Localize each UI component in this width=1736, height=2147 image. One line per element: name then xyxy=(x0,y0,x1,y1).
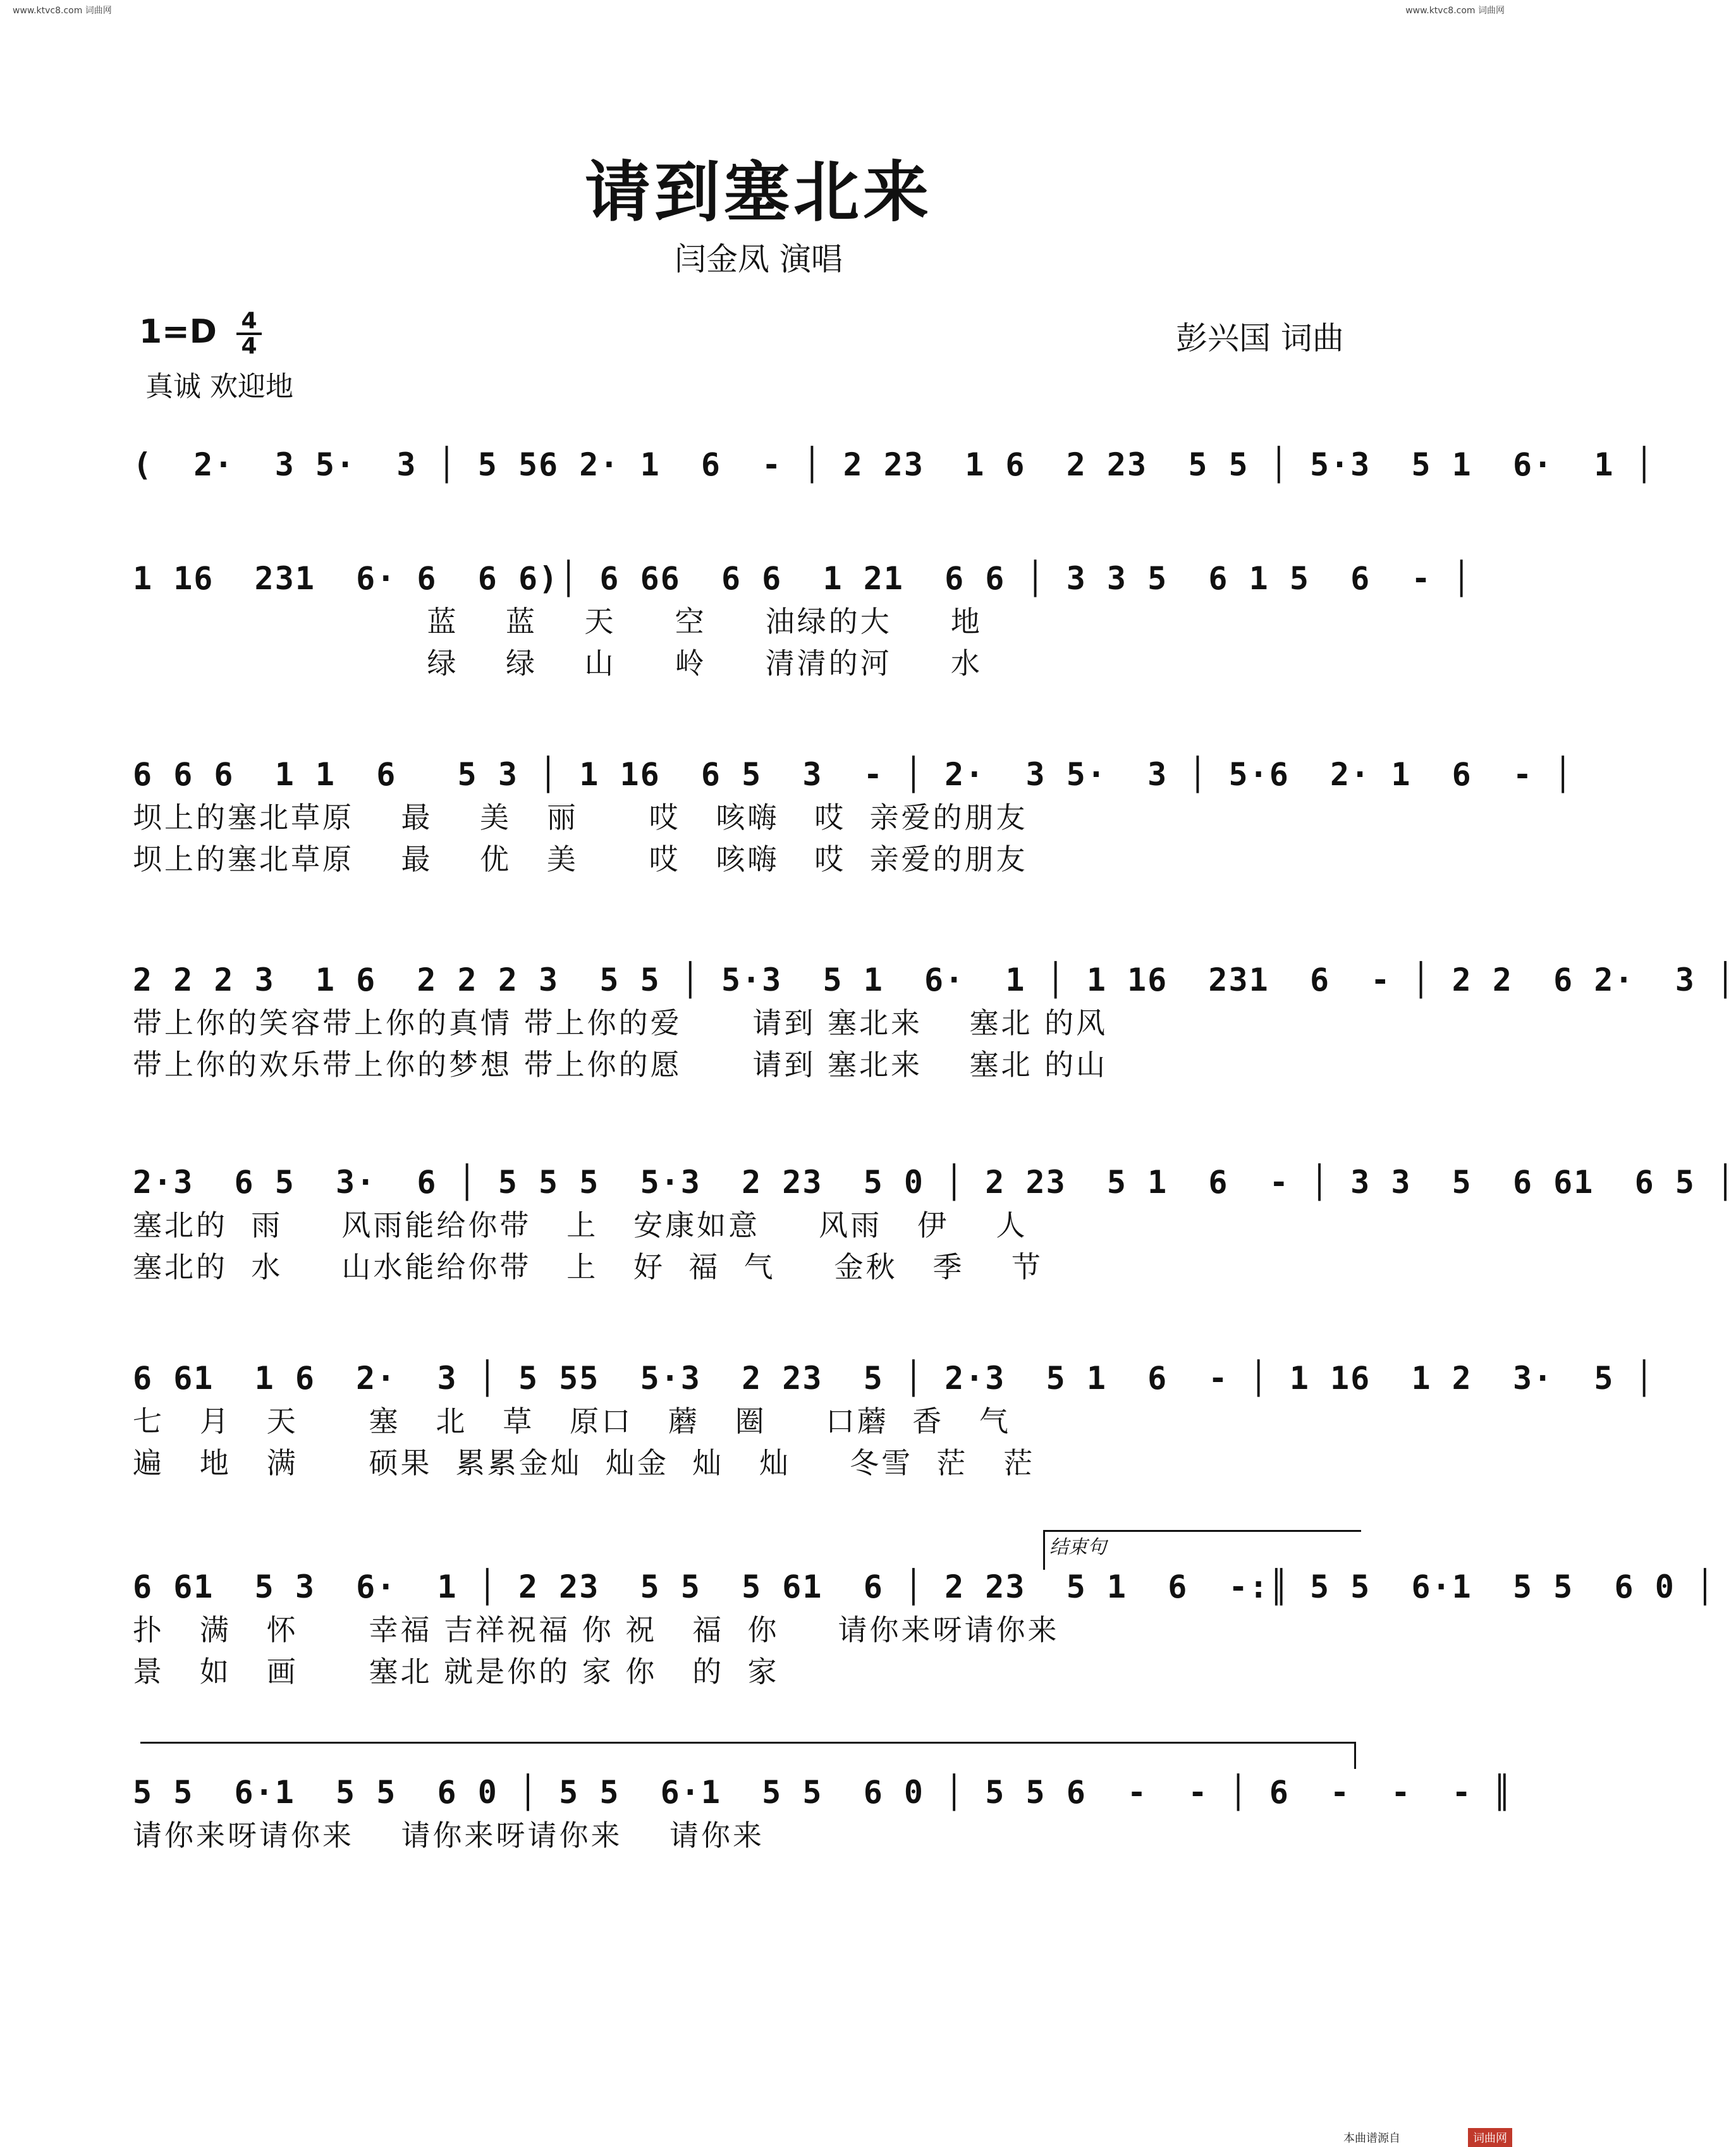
performer: 闫金凤 演唱 xyxy=(675,241,843,278)
lyric-verse-1: 扑 满 怀 幸福 吉祥祝福 你 祝 福 你 请你来呀请你来 xyxy=(133,1613,1060,1647)
score-system-3 xyxy=(133,752,1574,880)
song-title: 请到塞北来 xyxy=(584,153,932,231)
lyric-verse-1: 请你来呀请你来 请你来呀请你来 请你来 xyxy=(133,1818,764,1852)
score-system-6 xyxy=(133,1356,1655,1484)
lyric-verse-1: 坝上的塞北草原 最 美 丽 哎 咳嗨 哎 亲爱的朋友 xyxy=(133,800,1028,835)
score-system-4 xyxy=(133,958,1736,1086)
watermark-top-right: www.ktvc8.com 词曲网 xyxy=(1405,6,1505,16)
ending-label: 结束句 xyxy=(1049,1536,1106,1558)
lyric-verse-2: 塞北的 水 山水能给你带 上 好 福 气 金秋 季 节 xyxy=(133,1250,1044,1284)
lyric-verse-1: 七 月 天 塞 北 草 原口 蘑 圈 口蘑 香 气 xyxy=(133,1404,1012,1438)
notes-line: 6 61 5 3 6· 1 │ 2 23 5 5 5 61 6 │ 2 23 5 1 6 -:║ 5 5 6·1 5 5 6 0 │ xyxy=(133,1569,1716,1605)
notes-line: 5 5 6·1 5 5 6 0 │ 5 5 6·1 5 5 6 0 │ 5 5 6 - - │ 6 - - - ║ xyxy=(133,1774,1513,1811)
lyric-verse-1: 塞北的 雨 风雨能给你带 上 安康如意 风雨 伊 人 xyxy=(133,1208,1028,1242)
tempo-marking: 真诚 欢迎地 xyxy=(145,370,293,403)
footer-logo: 词曲网 xyxy=(1468,2128,1512,2147)
score-system-1 xyxy=(133,443,1655,487)
lyric-verse-2: 绿 绿 山 岭 清清的河 水 xyxy=(133,646,982,680)
footer-source: 本曲谱源自 xyxy=(1343,2132,1400,2145)
key-signature: 1=D xyxy=(139,313,217,351)
notes-line: ( 2· 3 5· 3 │ 5 56 2· 1 6 - │ 2 23 1 6 2 23 5 5 │ 5·3 5 1 6· 1 │ xyxy=(133,446,1655,483)
lyric-verse-1: 蓝 蓝 天 空 油绿的大 地 xyxy=(133,604,982,639)
lyric-verse-2: 坝上的塞北草原 最 优 美 哎 咳嗨 哎 亲爱的朋友 xyxy=(133,842,1028,876)
composer-credit: 彭兴国 词曲 xyxy=(1176,320,1344,357)
ending-bracket-continued xyxy=(140,1742,1356,1769)
lyric-verse-1: 带上你的笑容带上你的真情 带上你的爱 请到 塞北来 塞北 的风 xyxy=(133,1006,1108,1040)
score-system-2 xyxy=(133,556,1472,684)
watermark-top-left: www.ktvc8.com 词曲网 xyxy=(13,6,112,16)
lyric-verse-2: 带上你的欢乐带上你的梦想 带上你的愿 请到 塞北来 塞北 的山 xyxy=(133,1048,1108,1082)
time-signature xyxy=(236,310,262,358)
notes-line: 6 6 6 1 1 6 5 3 │ 1 16 6 5 3 - │ 2· 3 5· 3 │ 5·6 2· 1 6 - │ xyxy=(133,756,1574,793)
notes-line: 6 61 1 6 2· 3 │ 5 55 5·3 2 23 5 │ 2·3 5 1 6 - │ 1 16 1 2 3· 5 │ xyxy=(133,1360,1655,1397)
notes-line: 1 16 231 6· 6 6 6)│ 6 66 6 6 1 21 6 6 │ 3 3 5 6 1 5 6 - │ xyxy=(133,560,1472,597)
score-system-7 xyxy=(133,1565,1716,1692)
time-signature-top: 4 xyxy=(236,310,262,335)
score-system-5 xyxy=(133,1160,1736,1288)
time-signature-bottom: 4 xyxy=(241,333,257,359)
notes-line: 2·3 6 5 3· 6 │ 5 5 5 5·3 2 23 5 0 │ 2 23 5 1 6 - │ 3 3 5 6 61 6 5 │ xyxy=(133,1164,1736,1201)
score-system-8 xyxy=(133,1770,1513,1856)
lyric-verse-2: 景 如 画 塞北 就是你的 家 你 的 家 xyxy=(133,1655,779,1689)
notes-line: 2 2 2 3 1 6 2 2 2 3 5 5 │ 5·3 5 1 6· 1 │ 1 16 231 6 - │ 2 2 6 2· 3 │ xyxy=(133,962,1736,998)
lyric-verse-2: 遍 地 满 硕果 累累金灿 灿金 灿 灿 冬雪 茫 茫 xyxy=(133,1446,1036,1480)
